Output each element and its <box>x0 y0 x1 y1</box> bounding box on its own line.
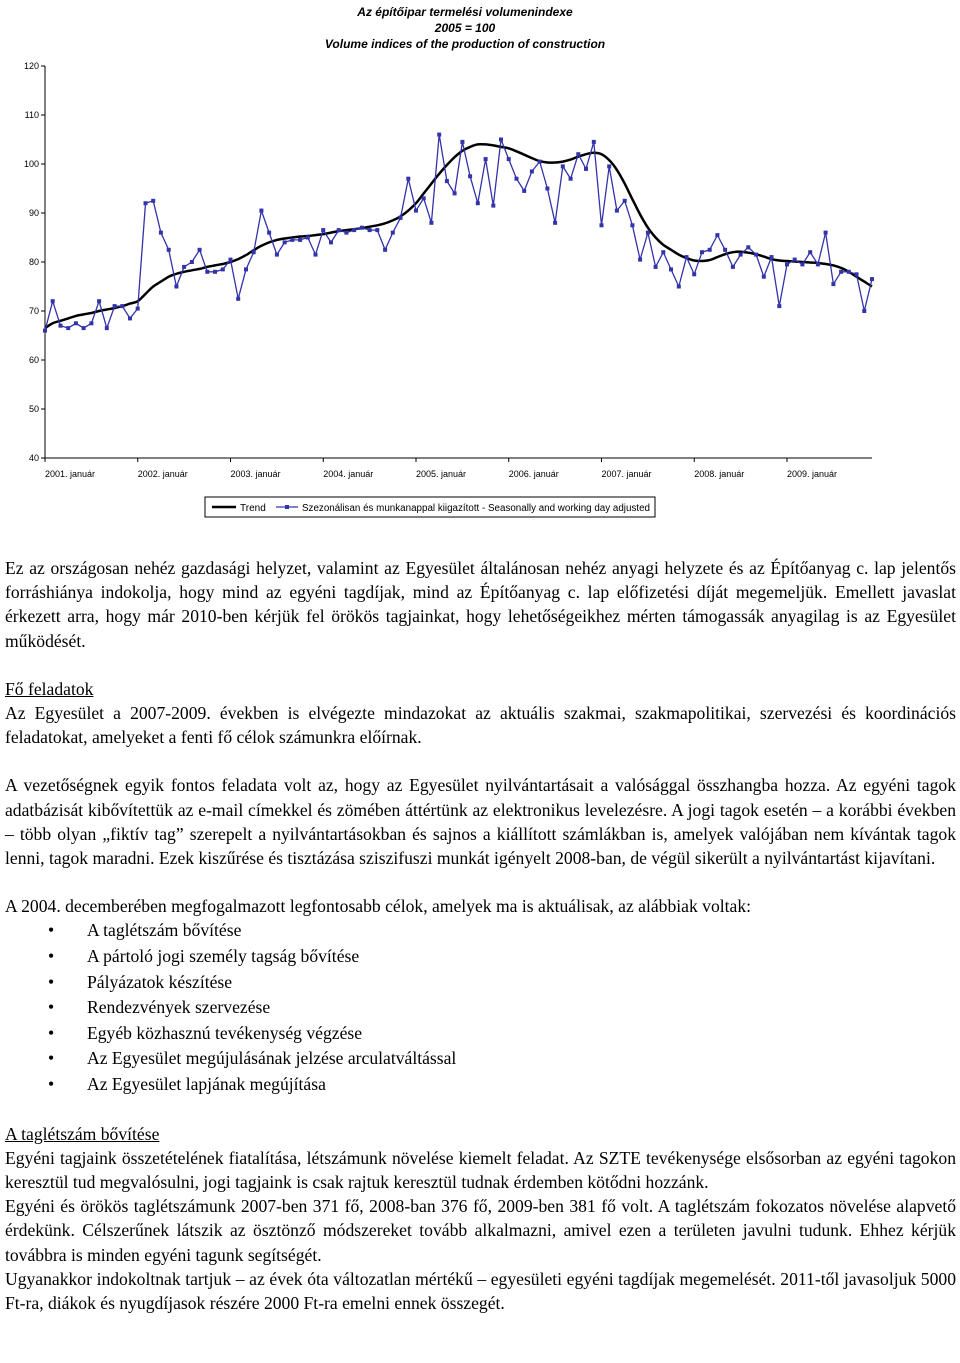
bullet-icon: • <box>48 920 55 941</box>
data-point <box>816 262 820 266</box>
chart-legend <box>205 497 655 517</box>
list-item <box>5 1072 956 1098</box>
x-tick-label: 2004. január <box>323 469 374 479</box>
data-point <box>584 167 588 171</box>
list-item-text: Rendezvények szervezése <box>87 997 271 1018</box>
data-point <box>113 304 117 308</box>
bullet-icon: • <box>48 1048 55 1069</box>
data-point <box>399 216 403 220</box>
data-point <box>677 285 681 289</box>
data-point <box>460 140 464 144</box>
y-tick-label: 80 <box>28 257 39 267</box>
list-item <box>5 1021 956 1047</box>
data-point <box>314 253 318 257</box>
x-tick-label: 2007. január <box>601 469 652 479</box>
data-point <box>576 152 580 156</box>
data-point <box>515 177 519 181</box>
data-point <box>174 285 178 289</box>
data-point <box>530 169 534 173</box>
data-point <box>793 258 797 262</box>
data-point <box>422 196 426 200</box>
y-tick-label: 90 <box>28 208 39 218</box>
x-tick-label: 2008. január <box>694 469 745 479</box>
y-tick-label: 70 <box>28 306 39 316</box>
data-point <box>522 189 526 193</box>
data-point <box>484 157 488 161</box>
data-point <box>360 226 364 230</box>
data-point <box>453 191 457 195</box>
data-point <box>723 248 727 252</box>
data-point <box>89 321 93 325</box>
data-point <box>468 174 472 178</box>
data-point <box>144 201 148 205</box>
data-point <box>630 223 634 227</box>
y-tick-label: 40 <box>28 453 39 463</box>
data-point <box>553 221 557 225</box>
heading-main-tasks: Fő feladatok <box>5 678 94 699</box>
data-point <box>167 248 171 252</box>
data-point <box>770 255 774 259</box>
data-point <box>368 228 372 232</box>
list-item-text: Az Egyesület megújulásának jelzése arculatváltással <box>87 1048 457 1069</box>
data-point <box>275 253 279 257</box>
chart-title-en: Volume indices of the production of construction <box>324 37 606 51</box>
paragraph-records: A vezetőségnek egyik fontos feladata volt az, hogy az Egyesület nyilvántartásait a valósággal összhangba hozza. Az egyéni tagok adatbázisát kibővítettük az e-mail címekkel és zömében áttértünk az elektronikus levelezésre. A jogi tagok esetén – a korábbi években – több olyan „fiktív tag” szerepelt a nyilvántartásokban és sajnos a kiállított számlákban is, amelyek valójában nem kívántak tagok lenni, tagok maradni. Ezek kiszűrése és tisztázása sziszifuszi munkát igényelt 2008-ban, de végül sikerült a nyilvántartást kijavítani. <box>5 775 956 869</box>
data-point <box>213 270 217 274</box>
data-point <box>545 187 549 191</box>
data-point <box>623 199 627 203</box>
legend-adjusted-marker <box>285 505 289 509</box>
data-point <box>120 304 124 308</box>
paragraph-tasks: Az Egyesület a 2007-2009. években is elvégezte mindazokat az aktuális szakmai, szakmapolitikai, szervezési és koordinációs feladatokat, amelyeket a fenti fő célok számunkra előírnak. <box>5 703 956 748</box>
x-tick-label: 2001. január <box>45 469 96 479</box>
data-point <box>252 250 256 254</box>
bullet-icon: • <box>48 946 55 967</box>
data-point <box>692 272 696 276</box>
data-point <box>43 329 47 333</box>
data-point <box>685 255 689 259</box>
data-point <box>870 277 874 281</box>
data-point <box>259 209 263 213</box>
data-point <box>715 233 719 237</box>
heading-membership: A taglétszám bővítése <box>5 1123 160 1144</box>
data-point <box>59 324 63 328</box>
data-point <box>159 231 163 235</box>
data-point <box>615 209 619 213</box>
data-point <box>82 326 86 330</box>
data-point <box>862 309 866 313</box>
data-point <box>136 307 140 311</box>
y-tick-label: 110 <box>24 110 39 120</box>
bullet-icon: • <box>48 997 55 1018</box>
data-point <box>646 231 650 235</box>
list-item <box>5 1046 956 1072</box>
list-item-text: Az Egyesület lapjának megújítása <box>87 1074 326 1094</box>
data-point <box>391 231 395 235</box>
data-point <box>51 299 55 303</box>
data-point <box>182 265 186 269</box>
data-point <box>600 223 604 227</box>
data-point <box>839 270 843 274</box>
data-point <box>190 260 194 264</box>
data-point <box>298 238 302 242</box>
adjusted-series-line <box>45 135 872 331</box>
data-point <box>267 231 271 235</box>
x-tick-label: 2002. január <box>137 469 188 479</box>
data-point <box>105 326 109 330</box>
data-point <box>306 236 310 240</box>
construction-volume-chart <box>0 0 960 525</box>
chart-subtitle: 2005 = 100 <box>434 21 496 35</box>
data-point <box>499 138 503 142</box>
bullet-icon: • <box>48 971 55 992</box>
data-point <box>731 265 735 269</box>
data-point <box>205 270 209 274</box>
data-point <box>437 133 441 137</box>
y-tick-label: 60 <box>28 355 39 365</box>
data-point <box>754 253 758 257</box>
data-point <box>569 177 573 181</box>
data-point <box>785 262 789 266</box>
data-point <box>831 282 835 286</box>
data-point <box>97 299 101 303</box>
adjusted-series-points <box>43 133 874 333</box>
data-point <box>808 250 812 254</box>
goals-list <box>5 918 956 1097</box>
list-item-text: A taglétszám bővítése <box>87 920 242 941</box>
data-point <box>375 228 379 232</box>
data-point <box>236 297 240 301</box>
y-tick-label: 120 <box>23 61 39 71</box>
x-ticks <box>45 458 837 479</box>
data-point <box>654 265 658 269</box>
data-point <box>762 275 766 279</box>
data-point <box>638 258 642 262</box>
y-ticks <box>24 61 45 463</box>
legend-adjusted-label: Szezonálisan és munkanappal kiigazított - Seasonally and working day adjusted <box>302 503 650 514</box>
data-point <box>445 179 449 183</box>
list-item <box>5 918 956 944</box>
data-point <box>538 160 542 164</box>
bullet-icon: • <box>48 1074 55 1094</box>
data-point <box>855 272 859 276</box>
paragraph-member-counts: Egyéni és örökös taglétszámunk 2007-ben 371 fő, 2008-ban 376 fő, 2009-ben 381 fő volt. A taglétszám fokozatos növelése alapvető érdekünk. Célszerűnek látszik az ösztönző módszereket tovább alkalmazni, amivel ezen a területen javulni tudunk. Ehhez kérjük továbbra is minden egyéni tagunk segítségét. <box>5 1196 956 1265</box>
x-tick-label: 2006. január <box>508 469 559 479</box>
bullet-icon: • <box>48 1022 55 1043</box>
data-point <box>229 258 233 262</box>
x-tick-label: 2005. január <box>415 469 467 479</box>
data-point <box>66 326 70 330</box>
data-point <box>429 221 433 225</box>
data-point <box>198 248 202 252</box>
data-point <box>352 228 356 232</box>
data-point <box>383 248 387 252</box>
x-tick-label: 2003. január <box>230 469 281 479</box>
data-point <box>777 304 781 308</box>
list-item <box>5 970 956 996</box>
data-point <box>406 177 410 181</box>
data-point <box>847 270 851 274</box>
data-point <box>329 240 333 244</box>
data-point <box>244 267 248 271</box>
data-point <box>708 248 712 252</box>
data-point <box>824 231 828 235</box>
data-point <box>507 157 511 161</box>
list-item-text: Egyéb közhasznú tevékenység végzése <box>87 1022 363 1043</box>
data-point <box>607 164 611 168</box>
data-point <box>321 228 325 232</box>
data-point <box>290 238 294 242</box>
data-point <box>476 201 480 205</box>
y-tick-label: 50 <box>28 404 39 414</box>
data-point <box>414 209 418 213</box>
data-point <box>283 240 287 244</box>
list-item-text: A pártoló jogi személy tagság bővítése <box>87 946 360 967</box>
chart-title: Az építőipar termelési volumenindexe <box>357 5 573 19</box>
list-item <box>5 944 956 970</box>
data-point <box>337 228 341 232</box>
paragraph-intro: Ez az országosan nehéz gazdasági helyzet, valamint az Egyesület általánosan nehéz anyagi helyzete és az Építőanyag c. lap jelentős forráshiánya indokolja, hogy mind az egyéni tagdíjak, mind az Építőanyag c. lap előfizetési díját megemeljük. Emellett javaslat érkezett arra, hogy már 2010-ben kérjük fel örökös tagjainkat, hogy lehetőségeikhez mérten támogassák anyagilag is az Egyesület működését. <box>5 558 956 651</box>
data-point <box>491 204 495 208</box>
data-point <box>661 250 665 254</box>
list-item <box>5 995 956 1021</box>
data-point <box>221 267 225 271</box>
list-item-text: Pályázatok készítése <box>87 971 233 992</box>
data-point <box>669 267 673 271</box>
data-point <box>739 253 743 257</box>
data-point <box>74 321 78 325</box>
x-tick-label: 2009. január <box>786 469 838 479</box>
data-point <box>344 231 348 235</box>
data-point <box>592 140 596 144</box>
data-point <box>128 316 132 320</box>
document-body <box>5 556 956 1315</box>
data-point <box>800 262 804 266</box>
legend-trend-label: Trend <box>240 503 266 514</box>
paragraph-goals-intro: A 2004. decemberében megfogalmazott legfontosabb célok, amelyek ma is aktuálisak, az alábbiak voltak: <box>5 896 752 917</box>
paragraph-fees: Ugyanakkor indokoltnak tartjuk – az évek óta változatlan mértékű – egyesületi egyéni tagdíjak megemelését. 2011-től javasoljuk 5000 Ft-ra, diákok és nyugdíjasok részére 2000 Ft-ra emelni ennek összegét. <box>5 1268 956 1314</box>
data-point <box>700 250 704 254</box>
data-point <box>746 245 750 249</box>
data-point <box>151 199 155 203</box>
paragraph-membership: Egyéni tagjaink összetételének fiatalítása, létszámunk növelése kiemelt feladat. Az SZTE tevékenysége elsősorban az egyéni tagokon keresztül tud megvalósulni, jogi tagjaink is csak rajtuk keresztül tudnak érdemben kötődni hozzánk. <box>5 1147 956 1192</box>
y-tick-label: 100 <box>23 159 39 169</box>
data-point <box>561 164 565 168</box>
